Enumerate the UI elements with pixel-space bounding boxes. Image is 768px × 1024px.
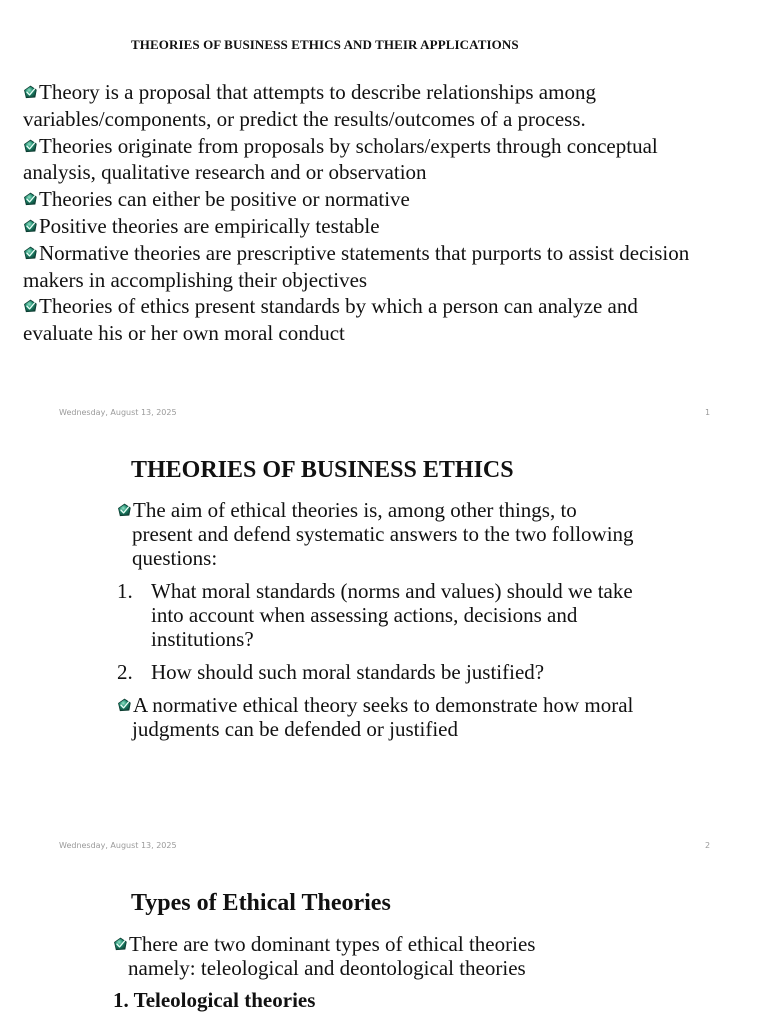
slide-2 <box>0 430 768 860</box>
list-item <box>113 932 583 980</box>
bullet-text: Theories originate from proposals by scholars/experts through conceptual analysis, qualitative research and or observation <box>23 133 658 185</box>
green-gem-bullet-icon <box>23 139 38 154</box>
bullet-text: Positive theories are empirically testable <box>39 213 380 238</box>
slide-1-footer-date: Wednesday, August 13, 2025 <box>59 408 177 417</box>
bullet-text: Normative theories are prescriptive statements that purports to assist decision makers in accomplishing their objectives <box>23 240 690 292</box>
bullet-text: Theories of ethics present standards by which a person can analyze and evaluate his or her own moral conduct <box>23 294 638 346</box>
slide-1-title: THEORIES OF BUSINESS ETHICS AND THEIR APPLICATIONS <box>131 37 519 52</box>
green-gem-bullet-icon <box>23 299 38 314</box>
green-gem-bullet-icon <box>23 85 38 100</box>
list-item <box>23 79 713 133</box>
slide-1-footer-page-number: 1 <box>705 408 711 417</box>
list-item <box>23 186 713 213</box>
numbered-item <box>117 579 637 651</box>
bullet-text: Theories can either be positive or normative <box>39 187 410 212</box>
list-item <box>117 693 637 741</box>
green-gem-bullet-icon <box>23 219 38 234</box>
numbered-text: What moral standards (norms and values) should we take into account when assessing actions, decisions and institutions? <box>151 579 633 651</box>
slide-3-title: Types of Ethical Theories <box>131 890 391 916</box>
list-item <box>23 133 713 187</box>
slide-3-subheading: 1. Teleological theories <box>113 988 316 1012</box>
numbered-marker: 1. <box>117 579 133 603</box>
slide-1 <box>0 0 768 430</box>
slide-2-footer-page-number: 2 <box>705 841 711 850</box>
green-gem-bullet-icon <box>23 192 38 207</box>
list-item <box>113 1020 583 1024</box>
slide-2-footer-date: Wednesday, August 13, 2025 <box>59 841 177 850</box>
bullet-text: There are two dominant types of ethical theories namely: teleological and deontological theories <box>128 932 536 980</box>
slide-2-body <box>117 498 637 741</box>
green-gem-bullet-icon <box>113 937 128 952</box>
slide-1-bullet-list <box>23 79 713 347</box>
bullet-text: The aim of ethical theories is, among other things, to present and defend systematic answers to the two following questions: <box>132 498 634 570</box>
list-item <box>23 240 713 294</box>
green-gem-bullet-icon <box>117 698 132 713</box>
bullet-text: A normative ethical theory seeks to demonstrate how moral judgments can be defended or justified <box>132 693 634 741</box>
list-item <box>23 213 713 240</box>
numbered-item <box>117 660 637 684</box>
list-item <box>117 498 637 570</box>
numbered-marker: 2. <box>117 660 133 684</box>
slide-3-body <box>113 932 583 1024</box>
numbered-text: How should such moral standards be justified? <box>151 660 545 684</box>
slide-2-title: THEORIES OF BUSINESS ETHICS <box>131 457 514 483</box>
slide-3 <box>0 860 768 1024</box>
green-gem-bullet-icon <box>23 246 38 261</box>
list-item <box>23 293 713 347</box>
green-gem-bullet-icon <box>117 503 132 518</box>
bullet-text: Theory is a proposal that attempts to describe relationships among variables/components, or predict the results/outcomes of a process. <box>23 80 596 131</box>
